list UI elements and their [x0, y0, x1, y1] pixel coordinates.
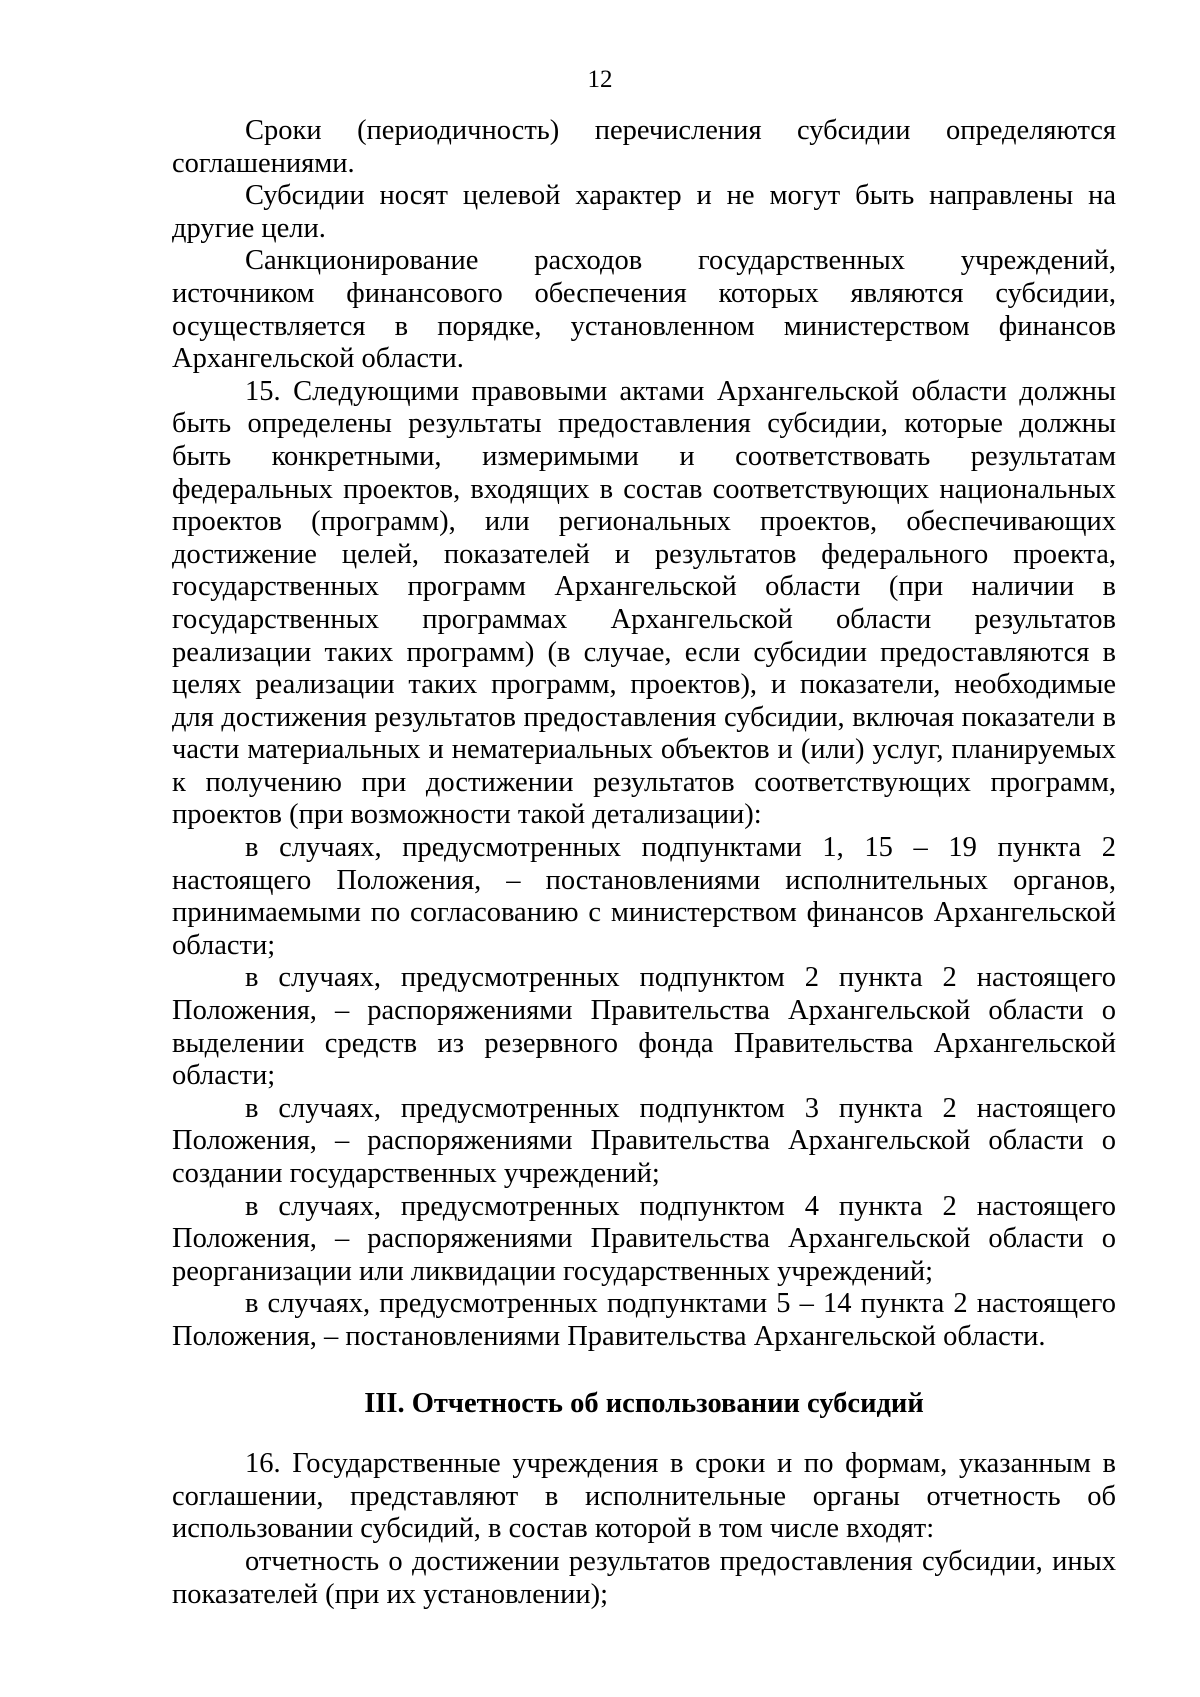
paragraph-expense-authorization: Санкционирование расходов государственных учреждений, источником финансового обеспечения которых являются субсидии, осуществляется в порядке, установленном министерством финансов Архангельской области. — [172, 245, 1116, 375]
paragraph-results-reporting: отчетность о достижении результатов предоставления субсидии, иных показателей (при их установлении); — [172, 1545, 1116, 1610]
paragraph-item-16: 16. Государственные учреждения в сроки и по формам, указанным в соглашении, представляют в исполнительные органы отчетность об использовании субсидий, в состав которой в том числе входят: — [172, 1448, 1116, 1545]
paragraph-targeted-nature: Субсидии носят целевой характер и не могут быть направлены на другие цели. — [172, 180, 1116, 244]
paragraph-item-15: 15. Следующими правовыми актами Архангельской области должны быть определены результаты предоставления субсидии, которые должны быть конкретными, измеримыми и соответствовать результатам федеральных проектов, входящих в состав соответствующих национальных проектов (программ), или региональных проектов, обеспечивающих достижение целей, показателей и результатов федерального проекта, государственных программ Архангельской области (при наличии в государственных программах Архангельской области результатов реализации таких программ) (в случае, если субсидии предоставляются в целях реализации таких программ, проектов), и показатели, необходимые для достижения результатов предоставления субсидии, включая показатели в части материальных и нематериальных объектов и (или) услуг, планируемых к получению при достижении результатов соответствующих программ, проектов (при возможности такой детализации): — [172, 375, 1116, 831]
paragraph-cases-1-15-19: в случаях, предусмотренных подпунктами 1, 15 – 19 пункта 2 настоящего Положения, – постановлениями исполнительных органов, принимаемыми по согласованию с министерством финансов Архангельской области; — [172, 832, 1116, 961]
page-number: 12 — [587, 66, 613, 93]
paragraph-subsidy-terms: Сроки (периодичность) перечисления субсидии определяются соглашениями. — [172, 115, 1116, 179]
paragraph-case-3: в случаях, предусмотренных подпунктом 3 пункта 2 настоящего Положения, – распоряжениями Правительства Архангельской области о создании государственных учреждений; — [172, 1092, 1116, 1189]
paragraph-cases-5-14: в случаях, предусмотренных подпунктами 5 – 14 пункта 2 настоящего Положения, – постановлениями Правительства Архангельской области. — [172, 1288, 1116, 1352]
paragraph-case-2: в случаях, предусмотренных подпунктом 2 пункта 2 настоящего Положения, – распоряжениями Правительства Архангельской области о выделении средств из резервного фонда Правительства Архангельской области; — [172, 962, 1116, 1092]
paragraph-case-4: в случаях, предусмотренных подпунктом 4 пункта 2 настоящего Положения, – распоряжениями Правительства Архангельской области о реорганизации или ликвидации государственных учреждений; — [172, 1190, 1116, 1287]
section-heading: III. Отчетность об использовании субсидий — [364, 1387, 924, 1419]
document-body — [172, 115, 1116, 1611]
